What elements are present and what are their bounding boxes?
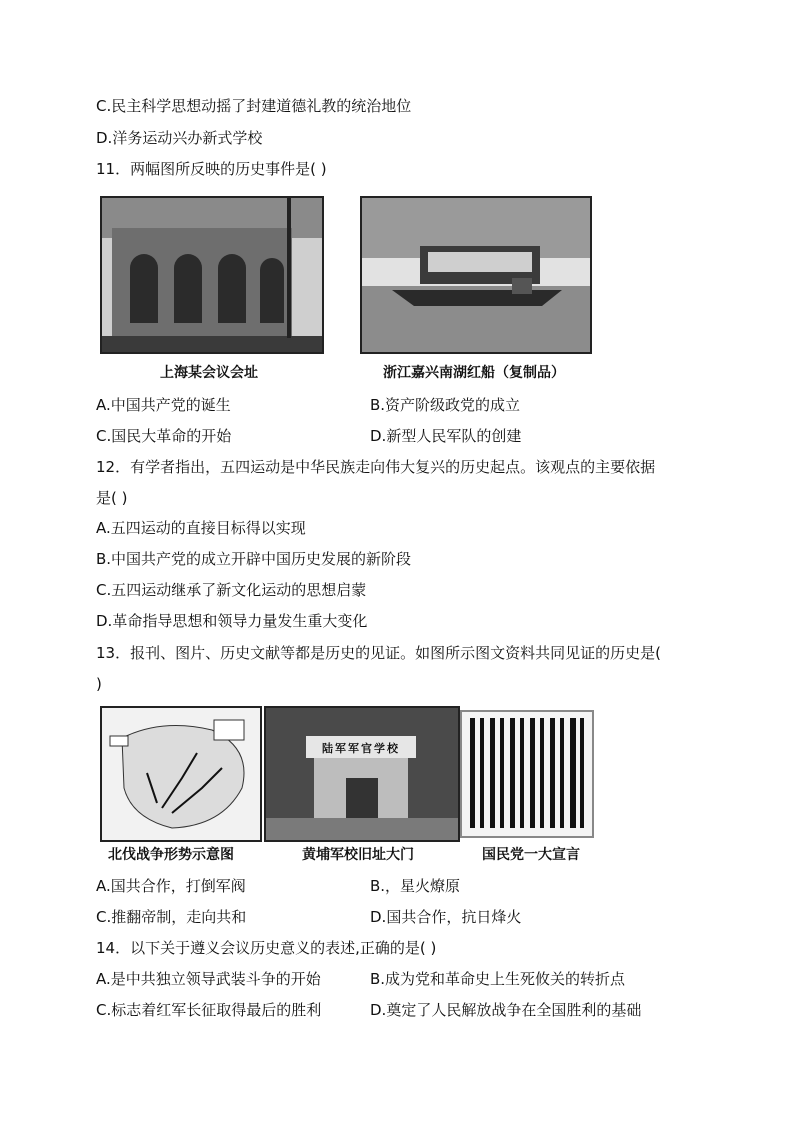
option-d-q13[interactable]: D.国共合作，抗日烽火 [370,908,522,926]
jiaxing-red-boat-photo [360,196,592,354]
option-b-q13[interactable]: B.，星火燎原 [370,877,461,895]
option-a-q12[interactable]: A.五四运动的直接目标得以实现 [96,519,306,537]
shanghai-meeting-site-photo [100,196,324,354]
option-c-q10: C.民主科学思想动摇了封建道德礼教的统治地位 [96,97,412,115]
kmt-manifesto-document [460,710,594,838]
option-d-q10: D.洋务运动兴办新式学校 [96,129,263,147]
caption-red-boat: 浙江嘉兴南湖红船（复制品） [383,365,565,381]
gate-sign: 陆军军官学校 [322,742,400,755]
northern-expedition-map [100,706,262,842]
option-a-q11[interactable]: A.中国共产党的诞生 [96,396,231,414]
option-b-q11[interactable]: B.资产阶级政党的成立 [370,396,521,414]
option-c-q13[interactable]: C.推翻帝制，走向共和 [96,908,247,926]
option-d-q12[interactable]: D.革命指导思想和领导力量发生重大变化 [96,612,368,630]
option-d-q14[interactable]: D.奠定了人民解放战争在全国胜利的基础 [370,1001,642,1019]
question-13: 13．报刊、图片、历史文献等都是历史的见证。如图所示图文资料共同见证的历史是( [96,644,661,662]
option-d-q11[interactable]: D.新型人民军队的创建 [370,427,522,445]
option-a-q13[interactable]: A.国共合作，打倒军阀 [96,877,246,895]
question-13-cont: ) [96,675,102,693]
question-14: 14．以下关于遵义会议历史意义的表述,正确的是( ) [96,939,437,957]
caption-whampoa-gate: 黄埔军校旧址大门 [302,847,414,863]
question-12: 12．有学者指出，五四运动是中华民族走向伟大复兴的历史起点。该观点的主要依据 [96,458,656,476]
option-c-q12[interactable]: C.五四运动继承了新文化运动的思想启蒙 [96,581,367,599]
option-c-q11[interactable]: C.国民大革命的开始 [96,427,232,445]
option-a-q14[interactable]: A.是中共独立领导武装斗争的开始 [96,970,321,988]
option-b-q12[interactable]: B.中国共产党的成立开辟中国历史发展的新阶段 [96,550,412,568]
whampoa-academy-gate-photo [264,706,460,842]
question-11: 11．两幅图所反映的历史事件是( ) [96,160,327,178]
question-12-cont: 是( ) [96,489,128,507]
option-c-q14[interactable]: C.标志着红军长征取得最后的胜利 [96,1001,322,1019]
caption-northern-expedition-map: 北伐战争形势示意图 [108,847,234,863]
caption-kmt-manifesto: 国民党一大宣言 [482,847,580,863]
caption-shanghai-site: 上海某会议会址 [160,365,258,381]
option-b-q14[interactable]: B.成为党和革命史上生死攸关的转折点 [370,970,626,988]
